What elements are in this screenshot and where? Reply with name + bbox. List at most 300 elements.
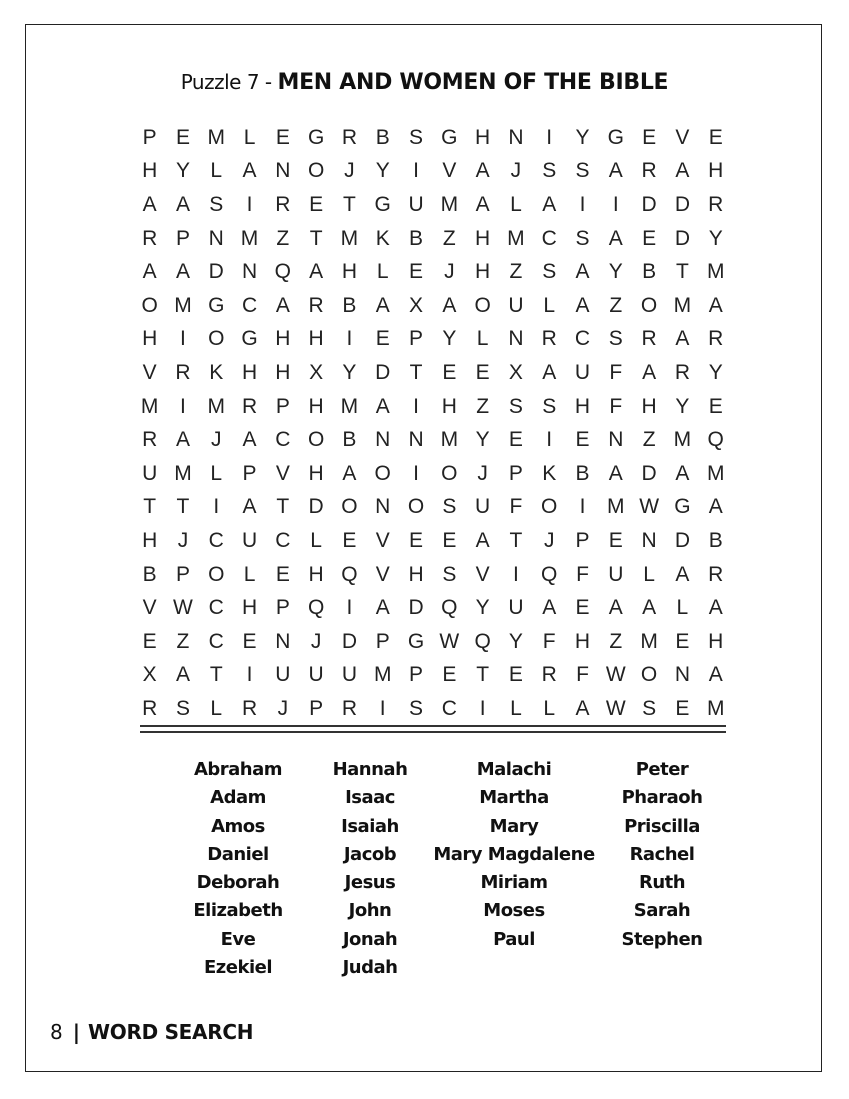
grid-letter: M — [507, 226, 525, 250]
word-list-item: Ezekiel — [204, 957, 272, 979]
grid-letter: G — [208, 293, 225, 317]
grid-letter: O — [541, 495, 558, 519]
grid-letter: J — [344, 159, 355, 183]
grid-letter: A — [342, 461, 357, 485]
grid-letter: Q — [474, 629, 491, 653]
grid-letter: C — [208, 528, 224, 552]
grid-letter: E — [175, 125, 190, 149]
grid-letter: M — [207, 394, 225, 418]
grid-letter: Q — [541, 562, 558, 586]
word-list-item: Isaac — [345, 787, 395, 809]
word-list-item: Eve — [220, 928, 256, 950]
grid-letter: P — [309, 696, 324, 720]
grid-letter: I — [246, 192, 253, 216]
grid-letter: B — [642, 260, 657, 284]
grid-letter: O — [208, 562, 225, 586]
word-list-item: Deborah — [196, 872, 280, 894]
word-list-item: John — [348, 900, 392, 922]
grid-letter: L — [476, 327, 489, 351]
grid-letter: N — [275, 159, 291, 183]
grid-letter: O — [640, 663, 658, 687]
grid-letter: S — [608, 327, 623, 351]
grid-letter: L — [210, 159, 223, 183]
grid-letter: P — [175, 226, 190, 250]
grid-letter: Z — [609, 629, 623, 653]
grid-letter: Y — [675, 394, 690, 418]
grid-letter: R — [708, 562, 724, 586]
grid-letter: O — [307, 159, 325, 183]
grid-letter: A — [542, 192, 557, 216]
grid-letter: E — [275, 125, 290, 149]
grid-letter: E — [575, 596, 590, 620]
grid-letter: T — [309, 226, 323, 250]
grid-letter: H — [475, 260, 491, 284]
footer-separator: | — [72, 1020, 81, 1044]
grid-letter: Z — [442, 226, 456, 250]
word-list-item: Mary — [489, 815, 539, 837]
grid-letter: A — [309, 260, 324, 284]
grid-letter: G — [607, 125, 624, 149]
grid-letter: N — [375, 495, 391, 519]
grid-letter: T — [343, 192, 356, 216]
grid-letter: A — [375, 293, 390, 317]
grid-letter: F — [609, 394, 623, 418]
grid-letter: H — [574, 394, 591, 418]
grid-letter: Y — [508, 629, 523, 653]
puzzle-title-main: MEN AND WOMEN OF THE BIBLE — [277, 70, 669, 95]
grid-letter: M — [440, 192, 459, 216]
grid-letter: L — [243, 125, 256, 149]
grid-letter: U — [475, 495, 491, 519]
grid-letter: H — [308, 394, 324, 418]
grid-letter: U — [408, 192, 424, 216]
grid-letter: V — [275, 461, 290, 485]
word-list-item: Isaiah — [341, 815, 399, 837]
grid-letter: A — [475, 192, 490, 216]
grid-letter: H — [574, 629, 591, 653]
grid-letter: H — [308, 461, 324, 485]
grid-letter: P — [175, 562, 190, 586]
grid-letter: R — [175, 360, 191, 384]
grid-letter: M — [340, 226, 359, 250]
grid-letter: S — [209, 192, 224, 216]
grid-letter: H — [308, 327, 324, 351]
grid-letter: A — [142, 192, 157, 216]
grid-letter: R — [708, 327, 724, 351]
grid-letter: E — [242, 629, 257, 653]
grid-letter: Q — [274, 260, 291, 284]
grid-letter: I — [379, 696, 386, 720]
grid-letter: I — [546, 428, 553, 452]
grid-letter: W — [639, 495, 660, 519]
grid-letter: F — [542, 629, 556, 653]
grid-letter: A — [675, 461, 690, 485]
grid-letter: O — [208, 327, 225, 351]
grid-letter: Y — [608, 260, 623, 284]
word-list-item: Jesus — [344, 872, 396, 894]
grid-letter: E — [442, 360, 457, 384]
grid-letter: A — [575, 696, 590, 720]
grid-letter: R — [142, 428, 158, 452]
grid-letter: A — [708, 663, 723, 687]
grid-letter: O — [640, 293, 658, 317]
grid-letter: R — [142, 696, 158, 720]
grid-letter: F — [576, 562, 589, 586]
grid-letter: F — [609, 360, 623, 384]
grid-letter: C — [208, 596, 224, 620]
grid-letter: U — [142, 461, 158, 485]
grid-letter: A — [642, 360, 657, 384]
grid-letter: Y — [708, 226, 723, 250]
grid-letter: D — [674, 226, 690, 250]
grid-letter: U — [241, 528, 258, 552]
grid-letter: P — [242, 461, 257, 485]
grid-letter: D — [674, 528, 690, 552]
grid-letter: I — [213, 495, 220, 519]
grid-letter: M — [240, 226, 259, 250]
page-number: 8 — [50, 1020, 63, 1044]
grid-letter: C — [541, 226, 557, 250]
grid-letter: I — [413, 461, 419, 485]
word-list-item: Priscilla — [624, 815, 700, 837]
grid-letter: P — [508, 461, 523, 485]
grid-letter: S — [175, 696, 190, 720]
grid-letter: H — [308, 562, 324, 586]
grid-letter: A — [242, 495, 257, 519]
grid-letter: J — [543, 528, 555, 552]
grid-letter: M — [207, 125, 225, 149]
grid-letter: C — [208, 629, 224, 653]
word-list-item: Abraham — [193, 759, 283, 780]
grid-letter: Z — [642, 428, 656, 452]
grid-letter: A — [708, 495, 723, 519]
word-list-item: Moses — [483, 900, 545, 922]
grid-letter: G — [241, 327, 258, 351]
grid-letter: L — [310, 528, 322, 552]
grid-letter: P — [409, 663, 424, 687]
grid-letter: M — [706, 461, 725, 485]
grid-letter: H — [641, 394, 657, 418]
grid-letter: E — [708, 125, 723, 149]
divider-line-bottom — [140, 731, 726, 733]
grid-letter: R — [275, 192, 291, 216]
grid-letter: I — [479, 696, 486, 720]
grid-letter: R — [541, 663, 557, 687]
word-list-column — [562, 756, 762, 954]
grid-letter: E — [675, 629, 690, 653]
grid-letter: I — [346, 596, 353, 620]
grid-letter: E — [675, 696, 690, 720]
grid-letter: R — [674, 360, 690, 384]
grid-letter: A — [708, 293, 723, 317]
grid-letter: C — [275, 528, 291, 552]
grid-letter: V — [375, 562, 390, 586]
grid-letter: L — [510, 696, 522, 720]
grid-letter: O — [374, 461, 391, 485]
grid-letter: G — [374, 192, 391, 216]
grid-letter: N — [508, 327, 524, 351]
grid-letter: M — [174, 293, 192, 317]
grid-letter: H — [142, 159, 158, 183]
grid-letter: H — [241, 596, 258, 620]
grid-letter: A — [642, 596, 657, 620]
grid-letter: L — [510, 192, 522, 216]
grid-letter: E — [608, 528, 623, 552]
grid-letter: H — [708, 629, 724, 653]
grid-letter: D — [674, 192, 690, 216]
grid-letter: A — [608, 226, 623, 250]
grid-letter: T — [675, 260, 689, 284]
grid-letter: N — [375, 428, 391, 452]
grid-letter: Q — [441, 596, 458, 620]
grid-letter: V — [675, 125, 690, 149]
grid-letter: H — [142, 327, 158, 351]
grid-letter: X — [409, 293, 424, 317]
grid-letter: F — [509, 495, 523, 519]
grid-letter: T — [509, 528, 523, 552]
grid-letter: R — [708, 192, 724, 216]
grid-letter: H — [708, 159, 724, 183]
grid-letter: P — [142, 125, 157, 149]
grid-letter: I — [612, 192, 619, 216]
grid-letter: I — [413, 159, 419, 183]
letter-grid — [133, 121, 733, 726]
grid-letter: H — [142, 528, 158, 552]
grid-letter: Q — [307, 596, 325, 620]
grid-letter: S — [409, 696, 424, 720]
grid-letter: N — [641, 528, 657, 552]
grid-letter: H — [275, 360, 291, 384]
grid-letter: E — [642, 226, 657, 250]
grid-letter: I — [579, 495, 586, 519]
grid-letter: R — [308, 293, 324, 317]
grid-letter: E — [642, 125, 657, 149]
grid-letter: P — [575, 528, 590, 552]
grid-letter: L — [676, 596, 689, 620]
word-list-item: Adam — [210, 787, 266, 809]
word-list-item: Paul — [493, 928, 535, 950]
grid-letter: N — [608, 428, 624, 452]
word-list-item: Rachel — [629, 843, 695, 865]
grid-letter: T — [143, 495, 157, 519]
grid-letter: N — [208, 226, 224, 250]
grid-letter: F — [576, 663, 589, 687]
grid-letter: Q — [341, 562, 358, 586]
grid-letter: A — [675, 327, 690, 351]
word-list-item: Pharaoh — [621, 787, 703, 809]
grid-letter: R — [541, 327, 557, 351]
grid-letter: T — [476, 663, 490, 687]
grid-letter: E — [409, 260, 424, 284]
grid-letter: T — [209, 663, 223, 687]
grid-letter: U — [308, 663, 324, 687]
grid-letter: M — [440, 428, 459, 452]
grid-letter: O — [441, 461, 458, 485]
grid-letter: Y — [475, 596, 490, 620]
grid-letter: H — [241, 360, 258, 384]
grid-letter: D — [641, 461, 657, 485]
grid-letter: W — [439, 629, 460, 653]
grid-letter: M — [340, 394, 359, 418]
grid-letter: S — [542, 394, 557, 418]
grid-letter: H — [441, 394, 457, 418]
grid-letter: A — [175, 192, 190, 216]
grid-letter: L — [210, 696, 223, 720]
word-list-item: Miriam — [480, 872, 548, 894]
word-list-item: Ruth — [638, 872, 686, 894]
grid-letter: Z — [176, 629, 190, 653]
word-list-item: Sarah — [633, 900, 691, 922]
grid-letter: V — [375, 528, 390, 552]
grid-letter: S — [575, 159, 590, 183]
grid-letter: A — [175, 428, 190, 452]
grid-letter: S — [409, 125, 424, 149]
grid-letter: Z — [509, 260, 523, 284]
grid-letter: A — [175, 260, 190, 284]
grid-letter: W — [605, 663, 626, 687]
grid-letter: K — [209, 360, 224, 384]
grid-letter: U — [275, 663, 291, 687]
grid-letter: B — [575, 461, 590, 485]
grid-letter: A — [542, 360, 557, 384]
grid-letter: U — [341, 663, 358, 687]
grid-letter: J — [310, 629, 322, 653]
grid-letter: V — [142, 596, 157, 620]
grid-letter: E — [309, 192, 324, 216]
word-list-item: Judah — [342, 957, 398, 979]
grid-letter: P — [275, 394, 290, 418]
grid-letter: M — [140, 394, 159, 418]
grid-letter: N — [275, 629, 291, 653]
grid-letter: Y — [442, 327, 457, 351]
grid-letter: M — [706, 260, 725, 284]
grid-letter: G — [407, 629, 425, 653]
grid-letter: L — [543, 293, 556, 317]
grid-letter: A — [275, 293, 290, 317]
grid-letter: Y — [475, 428, 490, 452]
grid-letter: O — [341, 495, 358, 519]
grid-letter: B — [342, 428, 357, 452]
grid-letter: D — [408, 596, 424, 620]
grid-letter: T — [409, 360, 423, 384]
grid-letter: A — [242, 159, 257, 183]
grid-letter: R — [241, 394, 258, 418]
grid-letter: A — [675, 562, 690, 586]
grid-letter: U — [508, 596, 524, 620]
grid-letter: A — [242, 428, 257, 452]
grid-letter: E — [475, 360, 490, 384]
grid-letter: A — [575, 260, 590, 284]
grid-letter: J — [444, 260, 455, 284]
footer — [50, 1020, 253, 1045]
grid-letter: D — [308, 495, 324, 519]
grid-letter: Z — [476, 394, 490, 418]
grid-letter: I — [579, 192, 586, 216]
grid-letter: M — [673, 428, 692, 452]
grid-letter: V — [475, 562, 490, 586]
word-list-item: Jacob — [343, 843, 397, 865]
word-list-item: Jonah — [342, 928, 398, 950]
grid-letter: Y — [575, 125, 590, 149]
grid-letter: A — [375, 596, 390, 620]
grid-letter: A — [575, 293, 590, 317]
grid-letter: M — [673, 293, 692, 317]
grid-letter: H — [341, 260, 358, 284]
grid-letter: A — [608, 159, 623, 183]
grid-letter: A — [675, 159, 690, 183]
grid-letter: E — [575, 428, 590, 452]
word-list-item: Amos — [211, 815, 265, 837]
divider-line-top — [140, 725, 726, 727]
word-list-item: Mary Magdalene — [433, 843, 595, 865]
grid-letter: J — [510, 159, 522, 183]
grid-letter: I — [512, 562, 519, 586]
grid-letter: R — [241, 696, 258, 720]
puzzle-title — [0, 68, 849, 96]
word-list-item: Martha — [479, 787, 549, 809]
grid-letter: S — [642, 696, 657, 720]
grid-letter: P — [409, 327, 424, 351]
grid-letter: E — [342, 528, 357, 552]
grid-letter: J — [277, 696, 289, 720]
grid-letter: B — [375, 125, 390, 149]
grid-letter: C — [275, 428, 291, 452]
grid-letter: I — [546, 125, 553, 149]
grid-letter: W — [173, 596, 193, 620]
word-list-item: Peter — [635, 759, 689, 780]
grid-letter: R — [641, 327, 657, 351]
grid-letter: I — [413, 394, 419, 418]
grid-letter: S — [575, 226, 590, 250]
grid-letter: L — [376, 260, 389, 284]
grid-letter: J — [477, 461, 488, 485]
grid-letter: U — [574, 360, 591, 384]
grid-letter: S — [542, 260, 557, 284]
grid-letter: Q — [707, 428, 724, 452]
grid-letter: T — [176, 495, 190, 519]
grid-letter: S — [442, 562, 457, 586]
grid-letter: M — [640, 629, 658, 653]
grid-letter: S — [508, 394, 523, 418]
grid-letter: R — [641, 159, 657, 183]
grid-letter: E — [409, 528, 424, 552]
grid-letter: K — [542, 461, 557, 485]
grid-letter: A — [608, 461, 623, 485]
grid-letter: B — [142, 562, 157, 586]
grid-letter: P — [375, 629, 390, 653]
grid-letter: H — [275, 327, 291, 351]
grid-letter: L — [243, 562, 256, 586]
grid-letter: E — [442, 528, 457, 552]
grid-letter: L — [643, 562, 655, 586]
grid-letter: D — [208, 260, 224, 284]
grid-letter: B — [708, 528, 723, 552]
grid-letter: P — [275, 596, 290, 620]
grid-letter: E — [275, 562, 290, 586]
grid-letter: O — [307, 428, 325, 452]
word-list-item: Malachi — [476, 759, 552, 780]
grid-letter: C — [574, 327, 591, 351]
grid-letter: Y — [175, 159, 190, 183]
grid-letter: W — [605, 696, 626, 720]
grid-letter: G — [441, 125, 458, 149]
grid-letter: N — [508, 125, 524, 149]
grid-letter: E — [375, 327, 390, 351]
grid-letter: J — [177, 528, 189, 552]
grid-letter: N — [408, 428, 424, 452]
grid-letter: A — [442, 293, 457, 317]
grid-letter: T — [276, 495, 290, 519]
